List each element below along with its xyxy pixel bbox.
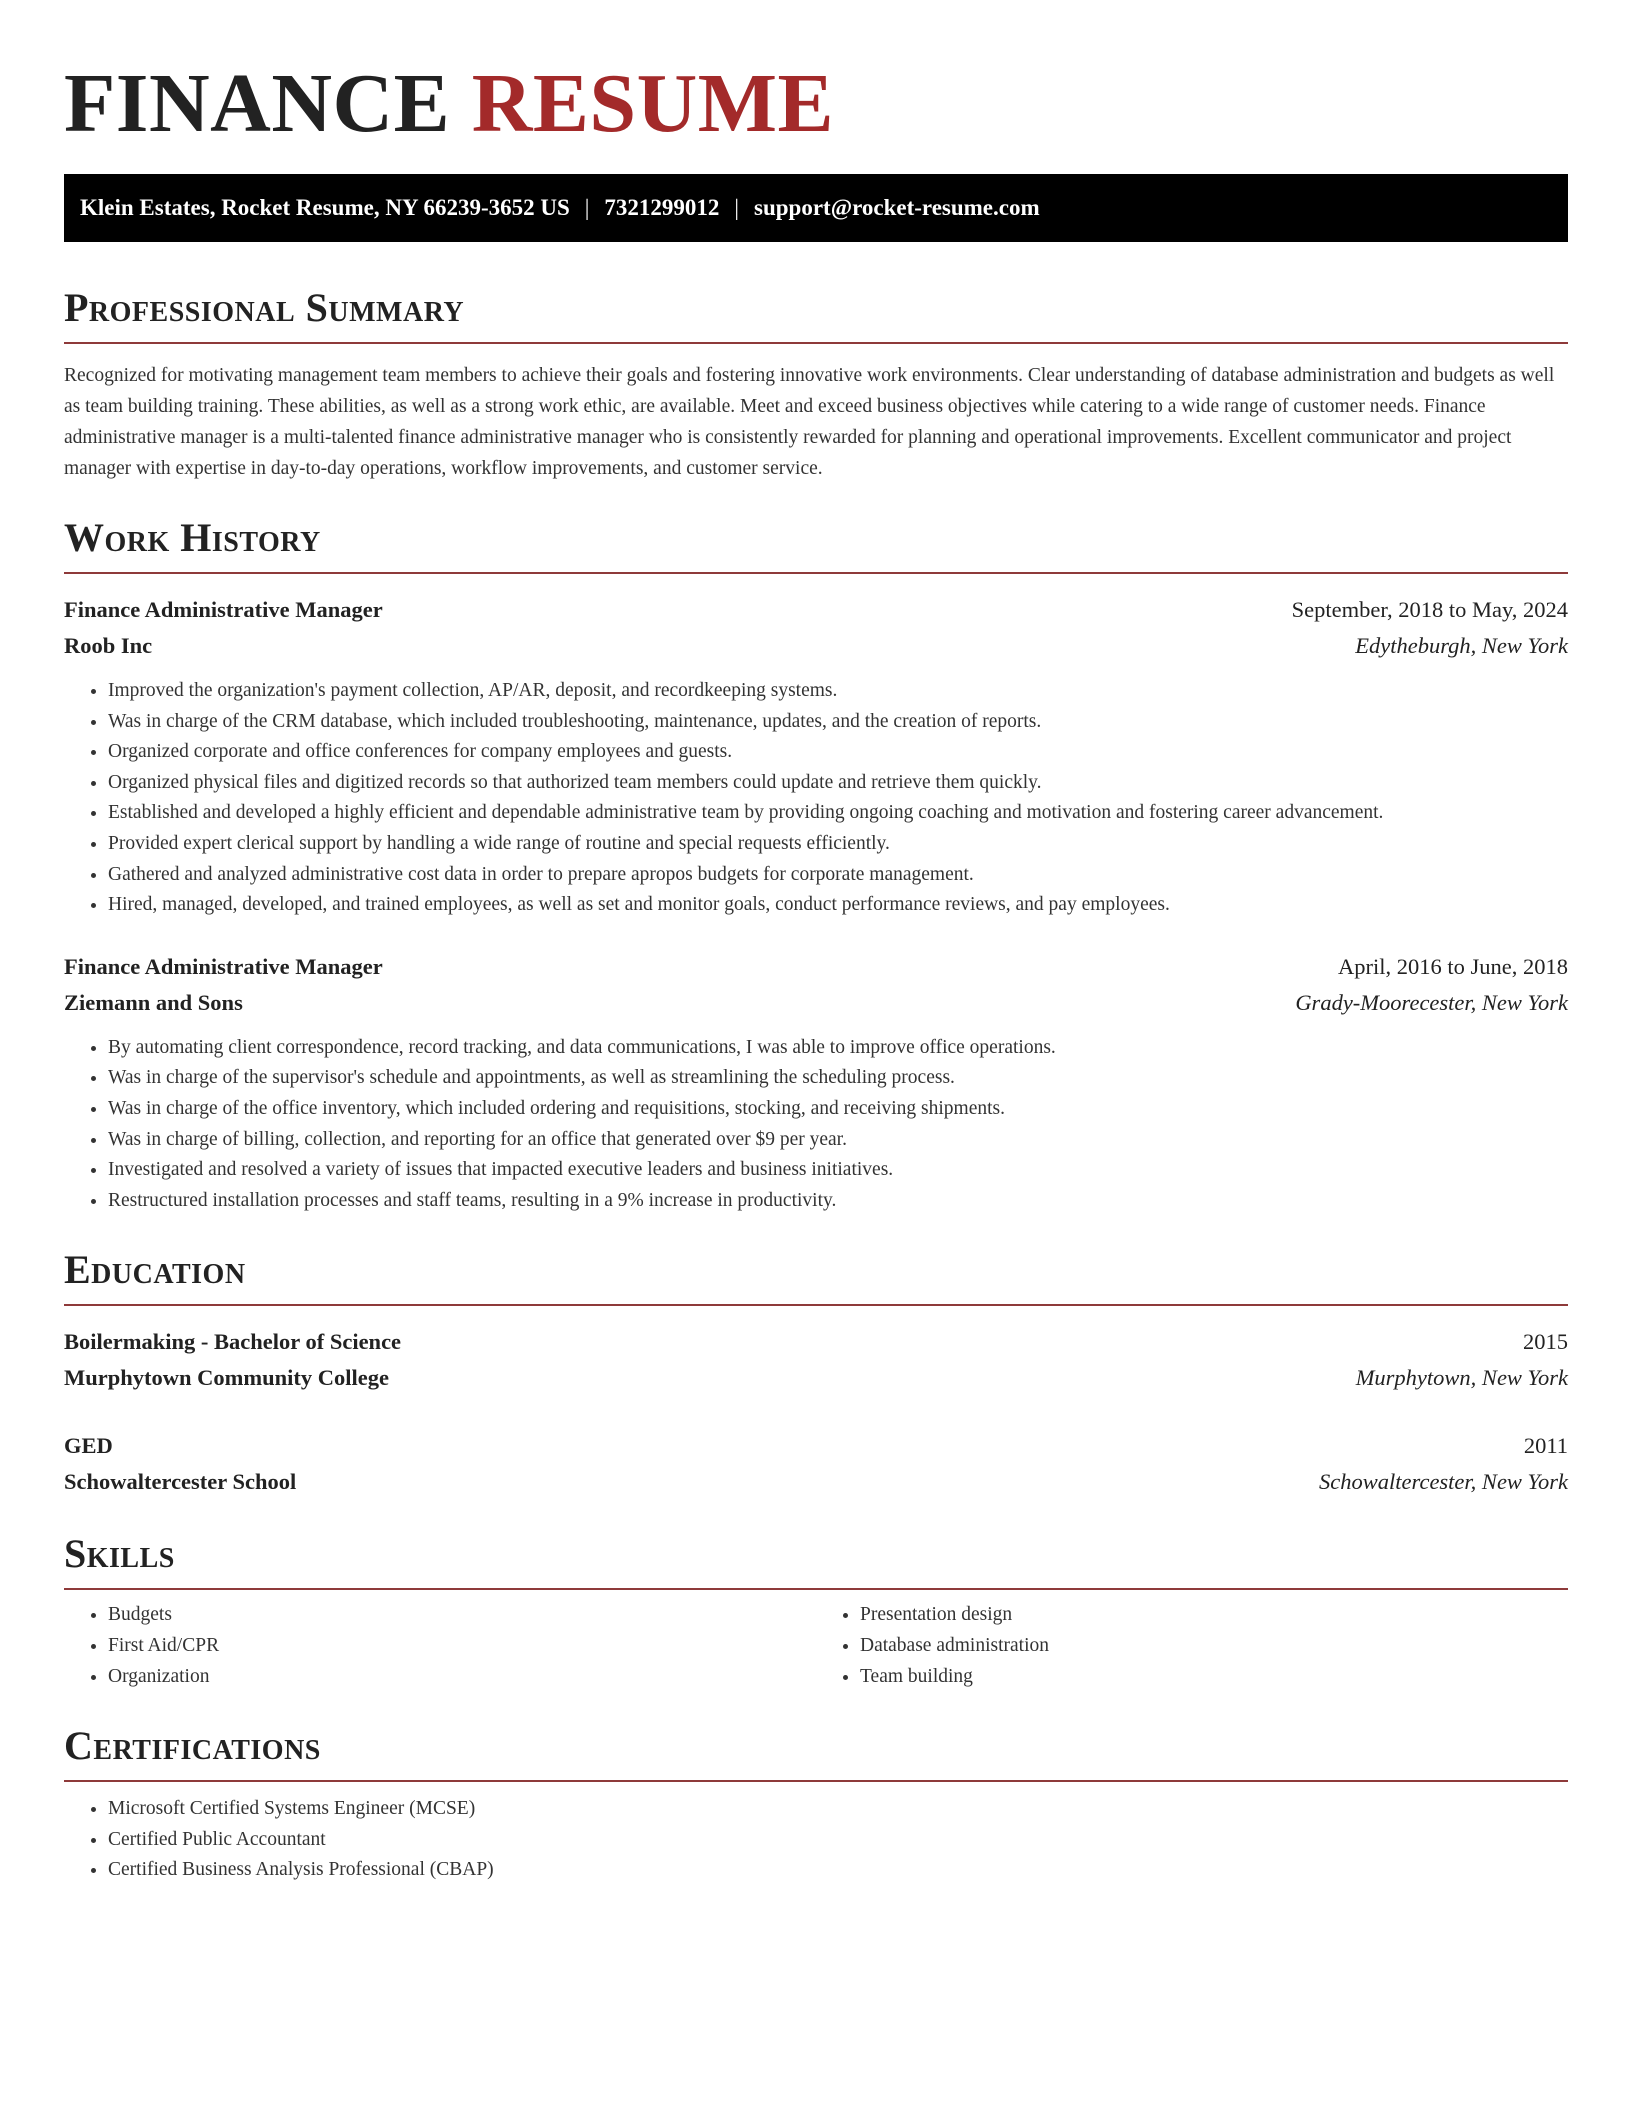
certifications-list — [64, 1794, 1568, 1886]
education-location: Murphytown, New York — [1355, 1365, 1568, 1391]
education-section — [64, 1246, 1568, 1500]
education-entry — [64, 1428, 1568, 1500]
list-item: • Budgets — [108, 1600, 816, 1631]
skills-grid — [64, 1600, 1568, 1692]
contact-separator: | — [584, 195, 590, 220]
job-location: Edytheburgh, New York — [1355, 633, 1568, 658]
job-header-row — [64, 949, 1568, 985]
job-dates: April, 2016 to June, 2018 — [1338, 953, 1568, 979]
skills-heading: Skills — [64, 1530, 1568, 1590]
list-item: • Organized corporate and office conferences for company employees and guests. — [108, 737, 1568, 768]
list-item: • Provided expert clerical support by handling a wide range of routine and special requests efficiently. — [108, 829, 1568, 860]
contact-separator: | — [734, 195, 739, 220]
list-item: • Established and developed a highly efficient and dependable administrative team by providing ongoing coaching and motivation and fostering career advancement. — [108, 798, 1568, 829]
skills-section — [64, 1530, 1568, 1692]
contact-bar — [64, 174, 1568, 242]
list-item: • Organization — [108, 1662, 816, 1693]
certifications-section — [64, 1722, 1568, 1886]
job-bullets — [64, 1033, 1568, 1217]
list-item: • Was in charge of the CRM database, which included troubleshooting, maintenance, updates, and the creation of reports. — [108, 707, 1568, 738]
list-item: • Presentation design — [860, 1600, 1568, 1631]
list-item: • Restructured installation processes and staff teams, resulting in a 9% increase in productivity. — [108, 1186, 1568, 1217]
contact-phone: 7321299012 — [604, 195, 720, 220]
work-history-section — [64, 514, 1568, 1216]
list-item: • Certified Public Accountant — [108, 1825, 1568, 1856]
list-item: • Team building — [860, 1662, 1568, 1693]
education-year: 2015 — [1523, 1329, 1568, 1355]
education-entry — [64, 1324, 1568, 1396]
education-degree: Boilermaking - Bachelor of Science — [64, 1329, 402, 1355]
job-header-row — [64, 592, 1568, 628]
job-title: Finance Administrative Manager — [64, 953, 383, 979]
work-history-heading: Work History — [64, 514, 1568, 574]
list-item: • By automating client correspondence, record tracking, and data communications, I was able to improve office operations. — [108, 1033, 1568, 1064]
job-entry — [64, 592, 1568, 921]
summary-heading: Professional Summary — [64, 284, 1568, 344]
title-part-1: FINANCE — [64, 57, 451, 150]
education-degree-row — [64, 1324, 1568, 1360]
education-school: Schowaltercester School — [64, 1469, 297, 1495]
list-item: • Was in charge of billing, collection, and reporting for an office that generated over $9 per year. — [108, 1125, 1568, 1156]
education-degree: GED — [64, 1433, 113, 1459]
list-item: • Was in charge of the supervisor's schedule and appointments, as well as streamlining the scheduling process. — [108, 1063, 1568, 1094]
job-company: Roob Inc — [64, 633, 153, 658]
list-item: • Database administration — [860, 1631, 1568, 1662]
list-item: • First Aid/CPR — [108, 1631, 816, 1662]
list-item: • Microsoft Certified Systems Engineer (MCSE) — [108, 1794, 1568, 1825]
job-entry — [64, 949, 1568, 1217]
job-title: Finance Administrative Manager — [64, 597, 383, 622]
skills-right-list — [816, 1600, 1568, 1692]
summary-text: Recognized for motivating management team members to achieve their goals and fostering innovative work environments. Clear understanding of database administration and budgets as well as team building training. These abilities, as well as a strong work ethic, are available. Meet and exceed business objectives while catering to a wide range of customer needs. Finance administrative manager is a multi-talented finance administrative manager who is consistently rewarded for planning and operational improvements. Excellent communicator and project manager with expertise in day-to-day operations, workflow improvements, and customer service. — [64, 365, 1555, 479]
list-item: • Improved the organization's payment collection, AP/AR, deposit, and recordkeeping systems. — [108, 676, 1568, 707]
education-degree-row — [64, 1428, 1568, 1464]
list-item: • Hired, managed, developed, and trained employees, as well as set and monitor goals, conduct performance reviews, and pay employees. — [108, 890, 1568, 921]
list-item: • Organized physical files and digitized records so that authorized team members could update and retrieve them quickly. — [108, 768, 1568, 799]
job-bullets — [64, 676, 1568, 921]
resume-title — [64, 54, 1568, 154]
job-company: Ziemann and Sons — [64, 989, 243, 1015]
job-dates: September, 2018 to May, 2024 — [1291, 597, 1568, 622]
summary-section — [64, 284, 1568, 484]
education-school-row — [64, 1360, 1568, 1396]
education-school-row — [64, 1464, 1568, 1500]
education-year: 2011 — [1523, 1433, 1568, 1459]
education-location: Schowaltercester, New York — [1319, 1469, 1568, 1495]
contact-email: support@rocket-resume.com — [754, 195, 1040, 220]
job-company-row — [64, 985, 1568, 1021]
education-heading: Education — [64, 1246, 1568, 1306]
education-school: Murphytown Community College — [64, 1365, 389, 1391]
title-part-2: RESUME — [471, 57, 835, 150]
job-location: Grady-Moorecester, New York — [1295, 989, 1568, 1015]
contact-address: Klein Estates, Rocket Resume, NY 66239-3652 US — [80, 195, 570, 220]
list-item: • Gathered and analyzed administrative cost data in order to prepare apropos budgets for corporate management. — [108, 860, 1568, 891]
list-item: • Investigated and resolved a variety of issues that impacted executive leaders and business initiatives. — [108, 1155, 1568, 1186]
skills-left-list — [64, 1600, 816, 1692]
job-company-row — [64, 628, 1568, 664]
certifications-heading: Certifications — [64, 1722, 1568, 1782]
list-item: • Certified Business Analysis Professional (CBAP) — [108, 1855, 1568, 1886]
list-item: • Was in charge of the office inventory, which included ordering and requisitions, stocking, and receiving shipments. — [108, 1094, 1568, 1125]
